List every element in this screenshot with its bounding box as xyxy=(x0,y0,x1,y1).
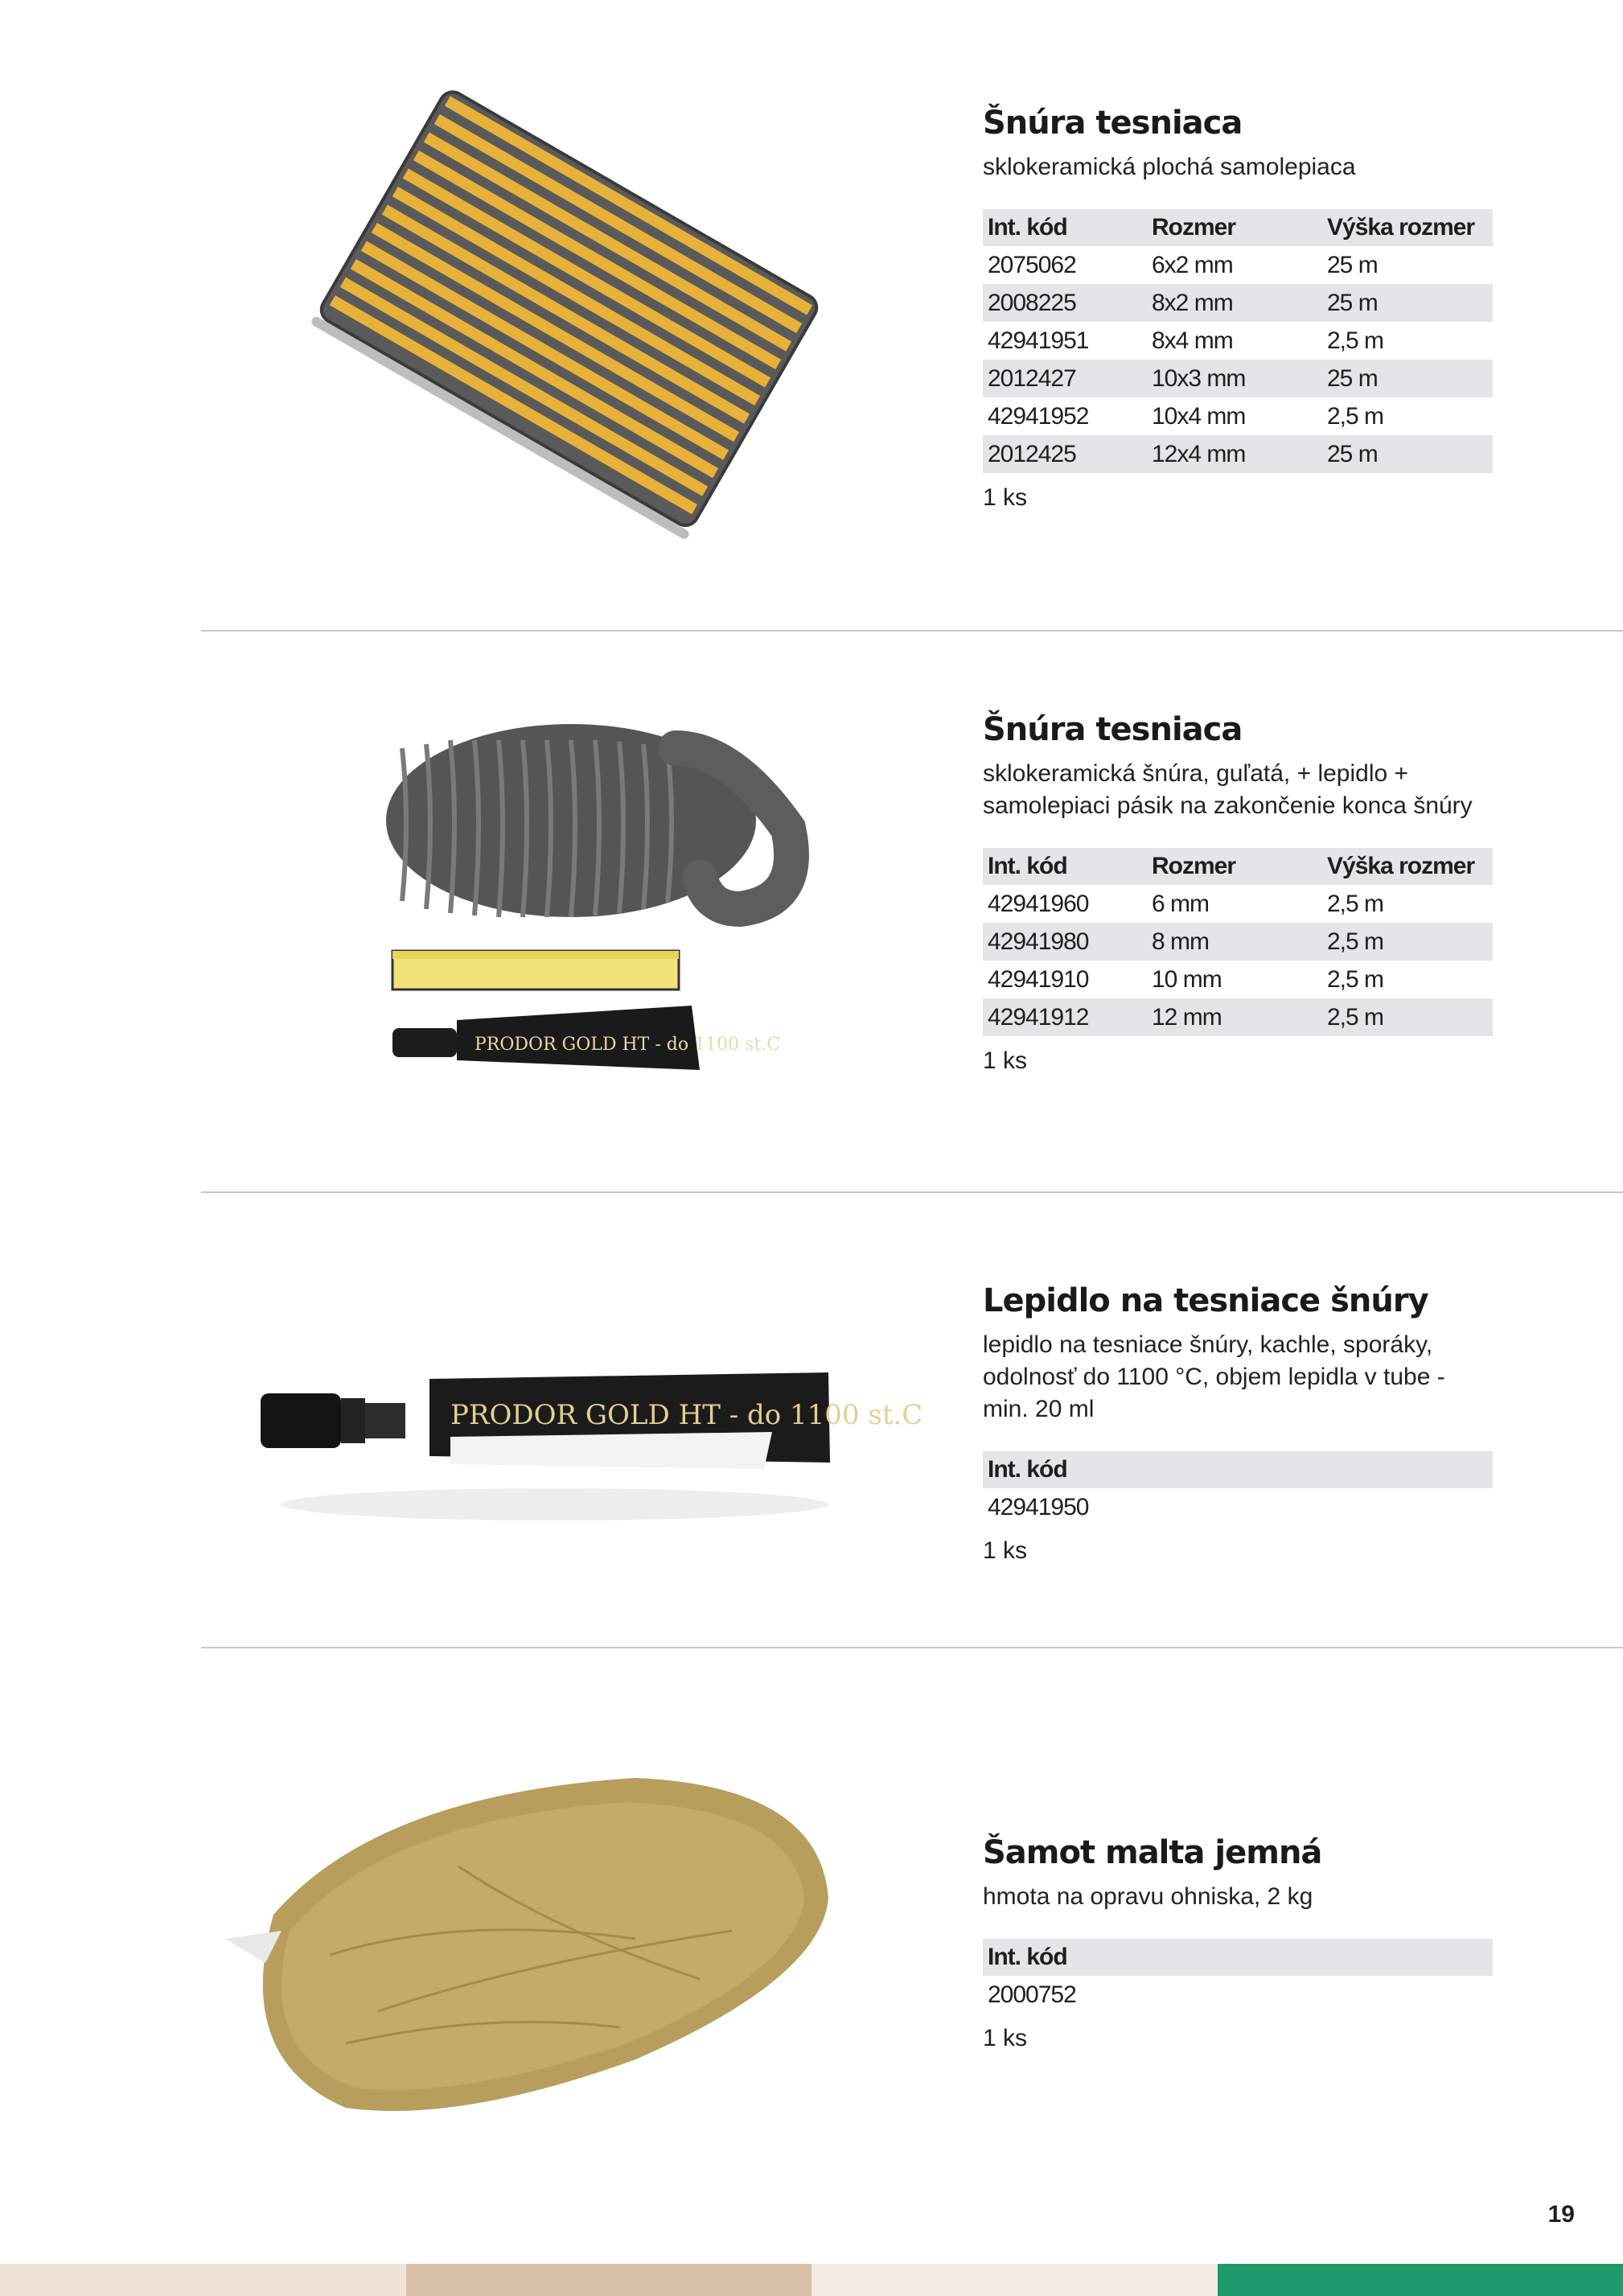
column-header-code: Int. kód xyxy=(983,848,1147,885)
column-header-code: Int. kód xyxy=(983,1939,1493,1976)
product-quantity: 1 ks xyxy=(983,484,1028,511)
table-row xyxy=(983,397,1493,435)
cell-code: 42941951 xyxy=(988,327,1089,354)
table-row xyxy=(983,923,1493,961)
cell-size: 12 mm xyxy=(1147,998,1322,1036)
flat-seal-tape-image xyxy=(286,103,848,521)
section-divider xyxy=(201,1647,1623,1648)
product-table xyxy=(983,1939,1493,2014)
cell-size: 6x2 mm xyxy=(1152,251,1233,278)
table-row xyxy=(983,246,1493,284)
cell-size: 8 mm xyxy=(1147,923,1322,961)
fireclay-mortar-image xyxy=(217,1770,836,2124)
cell-length: 25 m xyxy=(1322,435,1493,473)
product-title: Lepidlo na tesniace šnúry xyxy=(983,1282,1428,1319)
glue-tube-image xyxy=(249,1343,923,1529)
cell-length: 25 m xyxy=(1327,251,1378,278)
column-header-size: Rozmer xyxy=(1147,848,1322,885)
product-table xyxy=(983,848,1493,1036)
cell-size: 8x4 mm xyxy=(1152,327,1233,354)
cell-code: 42941980 xyxy=(983,923,1147,961)
footer-color-bar xyxy=(0,2264,1623,2296)
column-header-length: Výška rozmer xyxy=(1322,848,1493,885)
table-row xyxy=(983,435,1493,473)
product-title: Šamot malta jemná xyxy=(983,1834,1322,1871)
product-title: Šnúra tesniaca xyxy=(983,105,1243,142)
product-quantity: 1 ks xyxy=(983,2025,1028,2051)
cell-size: 6 mm xyxy=(1152,890,1209,917)
tube-label-text: PRODOR GOLD HT - do 1100 st.C xyxy=(450,1399,923,1431)
table-row xyxy=(983,322,1493,360)
product-quantity: 1 ks xyxy=(983,1537,1028,1564)
cell-code: 42941952 xyxy=(988,402,1089,430)
cell-length: 2,5 m xyxy=(1327,327,1384,354)
table-row xyxy=(983,998,1493,1036)
cell-length: 25 m xyxy=(1322,284,1493,322)
cell-code: 2075062 xyxy=(988,251,1076,278)
page-number: 19 xyxy=(1547,2201,1575,2228)
table-row xyxy=(983,1488,1493,1526)
cell-size: 8x2 mm xyxy=(1147,284,1322,322)
column-header-code: Int. kód xyxy=(983,1451,1493,1488)
product-description: lepidlo na tesniace šnúry, kachle, sporáky, odolnosť do 1100 °C, objem lepidla v tube - min. 20 ml xyxy=(983,1331,1445,1422)
product-description: hmota na opravu ohniska, 2 kg xyxy=(983,1883,1313,1910)
cell-code: 2012427 xyxy=(983,360,1147,397)
product-description: sklokeramická šnúra, guľatá, + lepidlo + samolepiaci pásik na zakončenie konca šnúry xyxy=(983,760,1473,819)
cell-size: 10 mm xyxy=(1152,965,1222,993)
column-header-length: Výška rozmer xyxy=(1322,209,1493,246)
table-row xyxy=(983,360,1493,397)
table-row xyxy=(983,1976,1493,2014)
cell-size: 10x4 mm xyxy=(1152,402,1246,430)
column-header-size: Rozmer xyxy=(1147,209,1322,246)
section-divider xyxy=(201,630,1623,632)
product-description: sklokeramická plochá samolepiaca xyxy=(983,154,1356,180)
cell-size: 12x4 mm xyxy=(1147,435,1322,473)
cell-size: 10x3 mm xyxy=(1147,360,1322,397)
cell-code: 42941910 xyxy=(988,965,1089,993)
cell-length: 2,5 m xyxy=(1327,965,1384,993)
cell-code: 42941950 xyxy=(988,1493,1089,1520)
cell-code: 2000752 xyxy=(988,1981,1076,2008)
product-quantity: 1 ks xyxy=(983,1047,1028,1074)
rope-seal-kit-image xyxy=(354,716,836,1086)
cell-code: 2012425 xyxy=(983,435,1147,473)
section-divider xyxy=(201,1191,1623,1193)
cell-length: 25 m xyxy=(1322,360,1493,397)
product-table xyxy=(983,1451,1493,1526)
cell-code: 42941960 xyxy=(988,890,1089,917)
column-header-code: Int. kód xyxy=(983,209,1147,246)
table-row xyxy=(983,284,1493,322)
cell-length: 2,5 m xyxy=(1327,890,1384,917)
tube-label-text: PRODOR GOLD HT - do 1100 st.C xyxy=(475,1035,781,1055)
footer-segment xyxy=(1218,2264,1623,2296)
table-row xyxy=(983,961,1493,998)
footer-segment xyxy=(406,2264,812,2296)
cell-length: 2,5 m xyxy=(1327,402,1384,430)
footer-segment xyxy=(812,2264,1218,2296)
cell-length: 2,5 m xyxy=(1322,998,1493,1036)
product-title: Šnúra tesniaca xyxy=(983,711,1243,748)
cell-length: 2,5 m xyxy=(1322,923,1493,961)
footer-segment xyxy=(0,2264,406,2296)
product-table xyxy=(983,209,1493,473)
cell-code: 2008225 xyxy=(983,284,1147,322)
cell-code: 42941912 xyxy=(983,998,1147,1036)
table-row xyxy=(983,885,1493,923)
